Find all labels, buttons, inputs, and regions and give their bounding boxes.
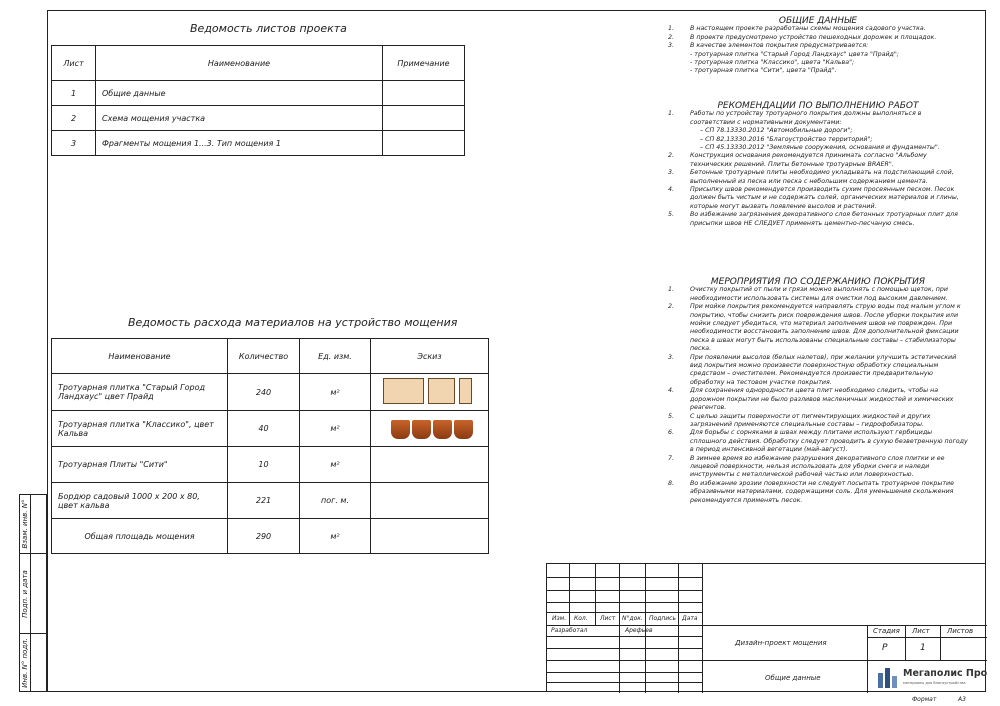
general-title: ОБЩИЕ ДАННЫЕ (778, 16, 858, 26)
table-row: Тротуарная Плиты "Сити" 10 м² (52, 447, 489, 483)
title-block: Изм. Кол. Лист N°док. Подпись Дата Разработал Арефьев Дизайн-проект мощения Общие данные Стадия Лист Листов Р 1 Мегаполис Про материалы для благоустройства (546, 563, 986, 692)
sheet-label: Лист (912, 627, 930, 635)
materials-header-sketch: Эскиз (371, 339, 489, 374)
table-row: Бордюр садовый 1000 x 200 x 80, цвет кальва 221 пог. м. (52, 483, 489, 519)
list-item: 4. Присыпку швов рекомендуется производить сухим просеянным песком. Песок должен быть чистым и не содержать солей, органических материалов и глины, которые могут вызвать появление высолов и растений. (668, 186, 959, 210)
list-item: 2. В проекте предусмотрено устройство пешеходных дорожек и площадок. (668, 33, 937, 41)
recommendations-title: РЕКОМЕНДАЦИИ ПО ВЫПОЛНЕНИЮ РАБОТ (717, 101, 919, 111)
list-item: 1. В настоящем проекте разработаны схемы мощения садового участка. (668, 25, 926, 33)
company-name: Мегаполис Про (903, 668, 988, 679)
recommendations-section (668, 102, 968, 228)
sheets-header-num: Лист (52, 46, 96, 81)
format-value: А3 (958, 696, 966, 703)
sheets-label: Листов (947, 627, 974, 635)
table-row: Общая площадь мощения 290 м² (52, 519, 489, 554)
table-row: Тротуарная плитка "Классико", цвет Кальва 40 м² (52, 411, 489, 447)
sheets-header-name: Наименование (96, 46, 383, 81)
stage-label: Стадия (873, 627, 900, 635)
list-subitem: - тротуарная плитка "Старый Город Ландхаус" цвета "Прайд"; (690, 50, 899, 58)
project-name: Дизайн-проект мощения (735, 639, 827, 647)
tile-sketch-klassiko-4 (454, 420, 473, 439)
sheets-table-title: Ведомость листов проекта (190, 22, 347, 35)
sketch-cell (371, 519, 489, 554)
list-item: 3. В качестве элементов покрытия предусматривается: (668, 42, 869, 50)
list-subitem: - тротуарная плитка "Сити", цвета "Прайд". (690, 67, 837, 75)
sheet-title: Общие данные (765, 674, 821, 682)
format-label: Формат (912, 696, 937, 703)
materials-header-unit: Ед. изм. (300, 339, 371, 374)
tile-sketch-landhaus-small (459, 378, 472, 404)
list-item: 5. Во избежание загрязнения декоративного слоя бетонных тротуарных плит для присыпки швов НЕ СЛЕДУЕТ применять цементно-песчаную смесь. (668, 211, 958, 227)
sketch-cell (371, 374, 489, 411)
developed-label: Разработал (551, 627, 588, 634)
table-row: 2 Схема мощения участка (52, 106, 465, 131)
company-logo-icon (877, 666, 899, 688)
list-subitem: – СП 82.13330.2016 "Благоустройство территорий"; (700, 135, 873, 143)
side-stamp-signature: Подп. и дата (19, 553, 47, 634)
list-item: 6. Для борьбы с сорняками в швах между плитами используют гербициды сплошного действия. Обработку следует проводить в сухую безветренную погоду в период интенсивной вегетации (май-август). (668, 429, 968, 454)
general-section (668, 17, 968, 76)
table-row: Тротуарная плитка "Старый Город Ландхаус" цвет Прайд 240 м² (52, 374, 489, 411)
sheet-value: 1 (920, 643, 926, 653)
materials-table-title: Ведомость расхода материалов на устройство мощения (128, 316, 458, 329)
maintenance-section (668, 278, 968, 505)
list-item: 5. С целью защиты поверхности от пигментирующих жидкостей и других загрязнений применяются специальные составы – гидрофобизаторы. (668, 412, 931, 428)
list-subitem: – СП 78.13330.2012 "Автомобильные дороги"; (700, 127, 853, 135)
list-subitem: – СП 45.13330.2012 "Земляные сооружения, основания и фундаменты". (700, 144, 940, 152)
list-item: 1. Работы по устройству тротуарного покрытия должны выполняться в соответствии с нормативными документами: (668, 110, 922, 126)
maintenance-title: МЕРОПРИЯТИЯ ПО СОДЕРЖАНИЮ ПОКРЫТИЯ (710, 277, 926, 287)
side-stamp-inventory: Инв. N° подл. (19, 633, 47, 692)
company-subtitle: материалы для благоустройства (903, 681, 966, 685)
stage-value: Р (882, 643, 888, 653)
list-item: 2. Конструкция основания рекомендуется принимать согласно "Альбому технических решений. Плиты бетонные тротуарные BRAER". (668, 152, 927, 168)
materials-header-qty: Количество (228, 339, 300, 374)
list-item: 7. В зимнее время во избежание разрушения декоративного слоя плитки и ее лицевой поверхности, нельзя использовать для уборки снега и наледи инструменты с металлической рабочей частью или поверхностью. (668, 454, 945, 479)
tile-sketch-klassiko-3 (433, 420, 452, 439)
list-item: 8. Во избежание эрозии поверхности не следует посыпать тротуарное покрытие абразивными материалами, содержащими соль. Для уменьшения скольжения рекомендуется применять песок. (668, 479, 955, 504)
list-item: 3. При появлении высолов (белых налетов), при желании улучшить эстетический вид покрытия можно произвести поверхностную обработку специальным средством – очистителем. Рекомендуется произвести предварительную обработку на тестовом участке покрытия. (668, 353, 957, 386)
materials-header-name: Наименование (52, 339, 228, 374)
tile-sketch-klassiko-2 (412, 420, 431, 439)
side-stamp-replace: Взам. инв. N° (19, 494, 47, 554)
list-subitem: - тротуарная плитка "Классико", цвета "Кальва"; (690, 59, 855, 67)
tile-sketch-landhaus-large (383, 378, 424, 404)
sketch-cell (371, 447, 489, 483)
sheets-table (51, 45, 465, 156)
developer-name: Арефьев (625, 627, 653, 634)
list-item: 3. Бетонные тротуарные плиты необходимо укладывать на подстилающий слой, выполненный из песка или песка с небольшим содержанием цемента. (668, 169, 954, 185)
tile-sketch-landhaus-medium (428, 378, 455, 404)
table-row: 3 Фрагменты мощения 1...3. Тип мощения 1 (52, 131, 465, 156)
sketch-cell (371, 483, 489, 519)
sketch-cell (371, 411, 489, 447)
table-row: 1 Общие данные (52, 81, 465, 106)
list-item: 2. При мойке покрытия рекомендуется направлять струю воды под малым углом к покрытию, чтобы снизить риск повреждения швов. После уборки покрытия или мойки следует убедиться, что материал заполнения швов не поврежден. При необходимости восстановить заполнение швов. Для дополнительной фиксации песка в швах могут быть использованы специальные составы – стабилизаторы песка. (668, 303, 961, 353)
sheets-header-note: Примечание (383, 46, 465, 81)
tile-sketch-klassiko-1 (391, 420, 410, 439)
materials-table (51, 338, 489, 554)
list-item: 1. Очистку покрытий от пыли и грязи можно выполнять с помощью щеток, при необходимости использовать системы для очистки под высоким давлением. (668, 286, 948, 302)
list-item: 4. Для сохранения однородности цвета плит необходимо следить, чтобы на дорожном покрытии не было разливов масленичных жидкостей и химических реагентов. (668, 387, 954, 412)
